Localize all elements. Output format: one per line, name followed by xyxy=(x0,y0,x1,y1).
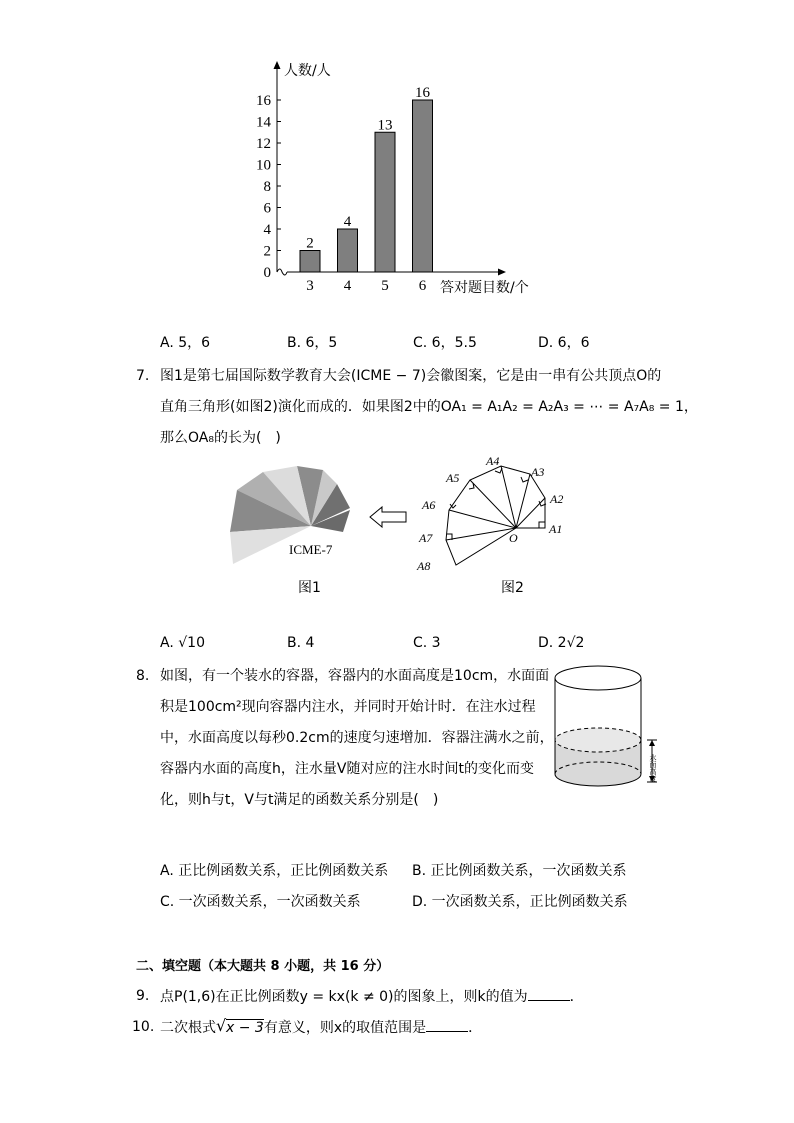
fig2-caption: 图2 xyxy=(501,580,524,596)
q10-blank[interactable] xyxy=(426,1017,468,1032)
y-tick-label: 6 xyxy=(263,200,271,217)
y-tick-label: 2 xyxy=(263,243,271,260)
y-tick-label: 12 xyxy=(256,136,271,152)
q8-number: 8. xyxy=(136,668,150,684)
q10-radical: √ x − 3 xyxy=(216,1016,264,1036)
q8-line-4: 容器内水面的高度h，注水量V随对应的注水时间t的变化而变 xyxy=(160,761,534,777)
q8-line-1: 如图，有一个装水的容器，容器内的水面高度是10cm，水面面 xyxy=(160,668,550,684)
water-height-label: 水面高度 xyxy=(649,754,657,782)
label-a4: A4 xyxy=(486,454,500,468)
x-axis-label: 答对题目数/个 xyxy=(440,280,529,296)
q9-text-a: 点P(1,6)在正比例函数y = kx(k ≠ 0)的图象上，则k的值为 xyxy=(160,989,528,1005)
section-heading: 二、填空题（本大题共 8 小题，共 16 分） xyxy=(136,959,390,974)
q9-blank[interactable] xyxy=(528,986,570,1001)
q7-line-1: 图1是第七届国际数学教育大会(ICME − 7)会徽图案，它是由一串有公共顶点O的 xyxy=(160,368,662,384)
bar-value-label: 2 xyxy=(306,235,314,252)
q8-option-b[interactable]: B. 正比例函数关系，一次函数关系 xyxy=(412,863,627,879)
q8-option-c[interactable]: C. 一次函数关系，一次函数关系 xyxy=(160,894,361,910)
q10-text-c: ． xyxy=(468,1020,483,1036)
icme-logo-figure xyxy=(225,462,355,572)
bar-value-label: 4 xyxy=(343,214,352,230)
bar xyxy=(300,251,320,273)
label-a8: A8 xyxy=(417,559,431,573)
x-tick-label: 3 xyxy=(306,278,314,294)
label-a6: A6 xyxy=(422,498,436,512)
q8-option-d[interactable]: D. 一次函数关系，正比例函数关系 xyxy=(412,894,628,910)
icme-logo-text: ICME-7 xyxy=(289,542,333,557)
q9-number: 9. xyxy=(136,988,150,1004)
bar xyxy=(413,100,433,272)
bar-chart xyxy=(250,55,550,305)
bars xyxy=(300,85,433,294)
q9-text xyxy=(160,986,584,1007)
y-tick-label: 8 xyxy=(263,179,271,195)
q7-option-b[interactable]: B. 4 xyxy=(287,635,315,651)
q7-option-d-value: √2 xyxy=(566,635,585,651)
q7-option-d[interactable] xyxy=(538,633,584,653)
q10-text xyxy=(160,1017,482,1038)
left-arrow-icon xyxy=(368,505,408,529)
label-a3: A3 xyxy=(531,465,545,479)
q6-option-c[interactable]: C. 6，5.5 xyxy=(413,335,477,351)
q7-number: 7. xyxy=(136,368,150,384)
axis-break-mark xyxy=(277,269,287,275)
q8-option-a[interactable]: A. 正比例函数关系，正比例函数关系 xyxy=(160,863,389,879)
label-a1: A1 xyxy=(549,522,563,536)
y-tick-label: 16 xyxy=(256,93,271,109)
q7-line-2: 直角三角形(如图2)演化而成的．如果图2中的OA₁ = A₁A₂ = A₂A₃ = ⋯ = A₇A₈ = 1， xyxy=(160,399,698,415)
q6-option-d[interactable]: D. 6，6 xyxy=(538,335,590,351)
q9-text-b: ． xyxy=(569,989,584,1005)
fig1-caption: 图1 xyxy=(298,580,321,596)
water-container-figure xyxy=(550,664,670,794)
q8-line-2: 积是100cm²现向容器内注水，并同时开始计时．在注水过程 xyxy=(160,699,536,715)
q7-line-3: 那么OA₈的长为( ) xyxy=(160,430,281,446)
q7-option-a[interactable] xyxy=(160,633,205,653)
label-a7: A7 xyxy=(419,531,433,545)
label-a2: A2 xyxy=(550,492,564,506)
right-triangles-figure xyxy=(412,452,572,578)
bar-value-label: 16 xyxy=(415,85,430,101)
y-axis-label: 人数/人 xyxy=(284,63,331,79)
q10-text-a: 二次根式 xyxy=(160,1020,216,1036)
x-tick-label: 4 xyxy=(343,278,352,294)
bar xyxy=(338,229,358,272)
q10-text-b: 有意义，则x的取值范围是 xyxy=(263,1020,427,1036)
q6-option-a[interactable]: A. 5，6 xyxy=(160,335,211,351)
y-tick-label: 10 xyxy=(256,157,271,174)
bar-value-label: 13 xyxy=(377,117,393,134)
y-tick-label: 14 xyxy=(256,114,271,131)
x-tick-label: 6 xyxy=(418,278,427,294)
q7-option-c[interactable]: C. 3 xyxy=(413,635,441,651)
label-o: O xyxy=(509,531,518,545)
bar xyxy=(375,132,395,272)
q7-option-d-label: D. 2 xyxy=(538,635,567,651)
q7-option-a-label: A. xyxy=(160,635,179,651)
q10-radicand: x − 3 xyxy=(226,1020,264,1036)
q7-option-a-value: √10 xyxy=(178,635,205,651)
label-a5: A5 xyxy=(446,471,460,485)
q6-option-b[interactable]: B. 6，5 xyxy=(287,335,338,351)
q8-line-3: 中，水面高度以每秒0.2cm的速度匀速增加．容器注满水之前， xyxy=(160,730,554,746)
q8-line-5: 化，则h与t，V与t满足的函数关系分别是( ) xyxy=(160,792,439,808)
q10-number: 10. xyxy=(132,1019,155,1035)
x-tick-label: 5 xyxy=(381,278,389,294)
y-axis-arrow xyxy=(274,61,281,69)
y-tick-label: 4 xyxy=(263,222,271,238)
y-tick-label: 0 xyxy=(263,265,271,281)
x-axis-arrow xyxy=(498,269,506,276)
